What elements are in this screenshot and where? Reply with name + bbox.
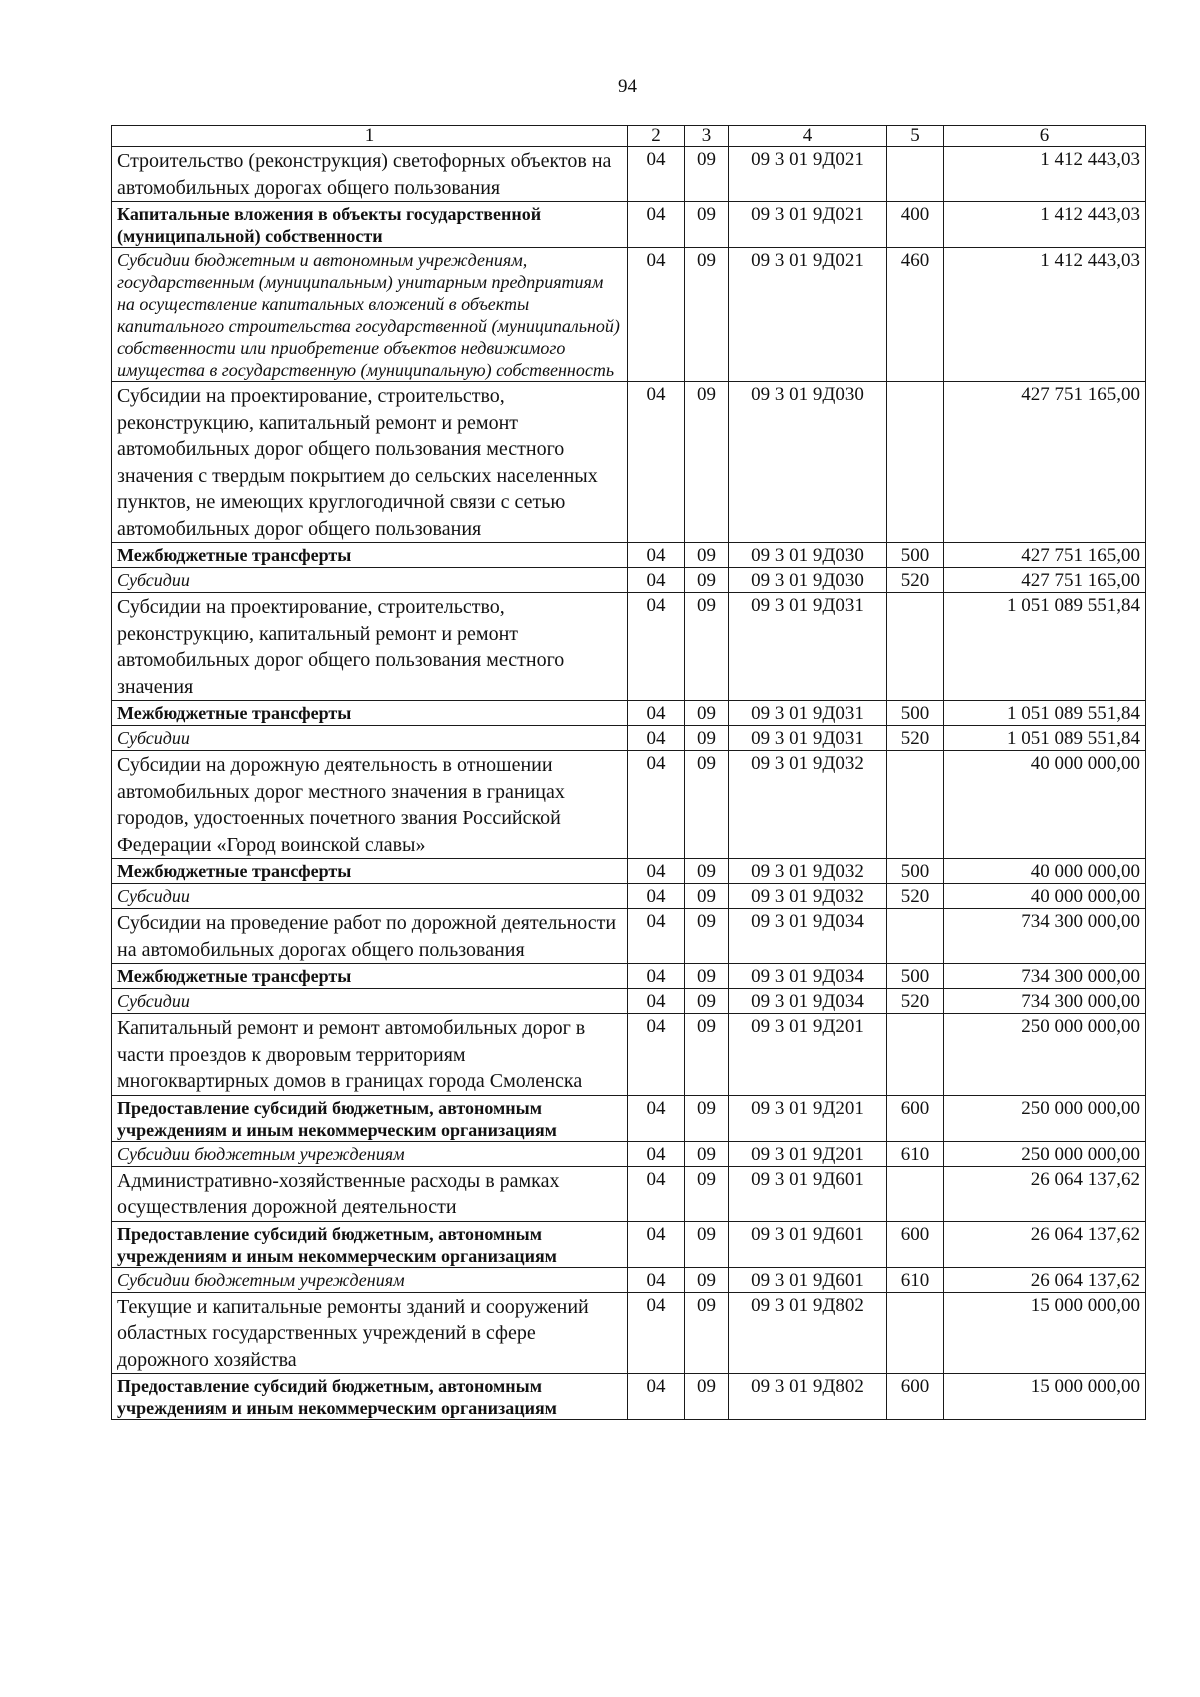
row-target-article-cell: 09 3 01 9Д030 bbox=[729, 382, 887, 543]
table-row bbox=[112, 382, 1146, 543]
row-section-cell: 04 bbox=[628, 964, 685, 989]
row-target-article-cell: 09 3 01 9Д034 bbox=[729, 964, 887, 989]
row-subsection-cell: 09 bbox=[685, 202, 729, 248]
row-name-cell: Субсидии бюджетным учреждениям bbox=[112, 1267, 628, 1292]
row-subsection-cell: 09 bbox=[685, 859, 729, 884]
row-expense-kind-cell: 500 bbox=[887, 964, 944, 989]
row-section-cell: 04 bbox=[628, 1374, 685, 1420]
table-row bbox=[112, 543, 1146, 568]
table-row bbox=[112, 1166, 1146, 1221]
row-section-cell: 04 bbox=[628, 1141, 685, 1166]
row-expense-kind-cell bbox=[887, 909, 944, 964]
column-header: 3 bbox=[685, 126, 729, 147]
row-expense-kind-cell: 500 bbox=[887, 543, 944, 568]
table-row bbox=[112, 1267, 1146, 1292]
row-subsection-cell: 09 bbox=[685, 382, 729, 543]
row-expense-kind-cell: 500 bbox=[887, 859, 944, 884]
table-row bbox=[112, 884, 1146, 909]
row-subsection-cell: 09 bbox=[685, 884, 729, 909]
row-name-cell: Субсидии bbox=[112, 884, 628, 909]
row-section-cell: 04 bbox=[628, 1166, 685, 1221]
row-target-article-cell: 09 3 01 9Д802 bbox=[729, 1292, 887, 1374]
row-name-cell: Субсидии бюджетным и автономным учреждениям, государственным (муниципальным) унитарным предприятиям на осуществление капитальных вложений в объекты капитального строительства государственной (муниципальной) собственности или приобретение объектов недвижимого имущества в государственную (муниципальную) собственность bbox=[112, 248, 628, 382]
column-header: 5 bbox=[887, 126, 944, 147]
row-target-article-cell: 09 3 01 9Д032 bbox=[729, 884, 887, 909]
row-amount-cell: 734 300 000,00 bbox=[944, 989, 1146, 1014]
table-row bbox=[112, 989, 1146, 1014]
row-section-cell: 04 bbox=[628, 1221, 685, 1267]
row-target-article-cell: 09 3 01 9Д601 bbox=[729, 1221, 887, 1267]
row-expense-kind-cell: 500 bbox=[887, 701, 944, 726]
row-target-article-cell: 09 3 01 9Д021 bbox=[729, 248, 887, 382]
table-row bbox=[112, 568, 1146, 593]
row-name-cell: Субсидии на дорожную деятельность в отношении автомобильных дорог местного значения в границах городов, удостоенных почетного звания Российской Федерации «Город воинской славы» bbox=[112, 751, 628, 859]
row-subsection-cell: 09 bbox=[685, 1292, 729, 1374]
table-row bbox=[112, 1292, 1146, 1374]
row-subsection-cell: 09 bbox=[685, 909, 729, 964]
row-amount-cell: 250 000 000,00 bbox=[944, 1014, 1146, 1096]
row-name-cell: Межбюджетные трансферты bbox=[112, 543, 628, 568]
budget-table bbox=[111, 125, 1146, 1420]
row-amount-cell: 40 000 000,00 bbox=[944, 751, 1146, 859]
row-name-cell: Текущие и капитальные ремонты зданий и сооружений областных государственных учреждений в сфере дорожного хозяйства bbox=[112, 1292, 628, 1374]
row-target-article-cell: 09 3 01 9Д021 bbox=[729, 202, 887, 248]
row-subsection-cell: 09 bbox=[685, 701, 729, 726]
row-amount-cell: 1 051 089 551,84 bbox=[944, 593, 1146, 701]
row-amount-cell: 1 051 089 551,84 bbox=[944, 726, 1146, 751]
row-expense-kind-cell: 400 bbox=[887, 202, 944, 248]
row-section-cell: 04 bbox=[628, 726, 685, 751]
row-target-article-cell: 09 3 01 9Д031 bbox=[729, 593, 887, 701]
row-expense-kind-cell: 520 bbox=[887, 726, 944, 751]
row-expense-kind-cell bbox=[887, 1166, 944, 1221]
table-row bbox=[112, 859, 1146, 884]
row-target-article-cell: 09 3 01 9Д802 bbox=[729, 1374, 887, 1420]
row-section-cell: 04 bbox=[628, 701, 685, 726]
table-row bbox=[112, 202, 1146, 248]
row-subsection-cell: 09 bbox=[685, 1374, 729, 1420]
row-subsection-cell: 09 bbox=[685, 1166, 729, 1221]
row-section-cell: 04 bbox=[628, 1014, 685, 1096]
row-expense-kind-cell: 520 bbox=[887, 989, 944, 1014]
row-amount-cell: 1 412 443,03 bbox=[944, 248, 1146, 382]
row-amount-cell: 15 000 000,00 bbox=[944, 1292, 1146, 1374]
table-row bbox=[112, 1374, 1146, 1420]
row-expense-kind-cell: 610 bbox=[887, 1267, 944, 1292]
table-row bbox=[112, 964, 1146, 989]
row-expense-kind-cell: 520 bbox=[887, 568, 944, 593]
row-subsection-cell: 09 bbox=[685, 1221, 729, 1267]
row-expense-kind-cell bbox=[887, 147, 944, 202]
row-section-cell: 04 bbox=[628, 1267, 685, 1292]
table-row bbox=[112, 726, 1146, 751]
column-header: 2 bbox=[628, 126, 685, 147]
row-expense-kind-cell bbox=[887, 751, 944, 859]
row-expense-kind-cell: 460 bbox=[887, 248, 944, 382]
row-target-article-cell: 09 3 01 9Д030 bbox=[729, 568, 887, 593]
row-target-article-cell: 09 3 01 9Д034 bbox=[729, 909, 887, 964]
row-section-cell: 04 bbox=[628, 1095, 685, 1141]
row-amount-cell: 734 300 000,00 bbox=[944, 909, 1146, 964]
row-target-article-cell: 09 3 01 9Д034 bbox=[729, 989, 887, 1014]
table-row bbox=[112, 1141, 1146, 1166]
row-expense-kind-cell: 520 bbox=[887, 884, 944, 909]
row-target-article-cell: 09 3 01 9Д201 bbox=[729, 1095, 887, 1141]
row-subsection-cell: 09 bbox=[685, 593, 729, 701]
row-subsection-cell: 09 bbox=[685, 989, 729, 1014]
row-subsection-cell: 09 bbox=[685, 751, 729, 859]
table-row bbox=[112, 248, 1146, 382]
table-row bbox=[112, 593, 1146, 701]
row-name-cell: Капитальные вложения в объекты государственной (муниципальной) собственности bbox=[112, 202, 628, 248]
row-name-cell: Капитальный ремонт и ремонт автомобильных дорог в части проездов к дворовым территориям многоквартирных домов в границах города Смоленска bbox=[112, 1014, 628, 1096]
row-subsection-cell: 09 bbox=[685, 248, 729, 382]
column-header: 4 bbox=[729, 126, 887, 147]
row-target-article-cell: 09 3 01 9Д032 bbox=[729, 751, 887, 859]
row-subsection-cell: 09 bbox=[685, 726, 729, 751]
row-section-cell: 04 bbox=[628, 859, 685, 884]
row-amount-cell: 1 412 443,03 bbox=[944, 147, 1146, 202]
row-subsection-cell: 09 bbox=[685, 1267, 729, 1292]
row-section-cell: 04 bbox=[628, 909, 685, 964]
row-amount-cell: 40 000 000,00 bbox=[944, 884, 1146, 909]
row-section-cell: 04 bbox=[628, 593, 685, 701]
row-expense-kind-cell bbox=[887, 382, 944, 543]
row-amount-cell: 26 064 137,62 bbox=[944, 1166, 1146, 1221]
row-target-article-cell: 09 3 01 9Д601 bbox=[729, 1267, 887, 1292]
row-name-cell: Межбюджетные трансферты bbox=[112, 701, 628, 726]
row-target-article-cell: 09 3 01 9Д601 bbox=[729, 1166, 887, 1221]
row-subsection-cell: 09 bbox=[685, 964, 729, 989]
row-subsection-cell: 09 bbox=[685, 147, 729, 202]
row-name-cell: Межбюджетные трансферты bbox=[112, 964, 628, 989]
column-header: 6 bbox=[944, 126, 1146, 147]
table-row bbox=[112, 1095, 1146, 1141]
row-amount-cell: 734 300 000,00 bbox=[944, 964, 1146, 989]
table-row bbox=[112, 1014, 1146, 1096]
row-target-article-cell: 09 3 01 9Д030 bbox=[729, 543, 887, 568]
row-amount-cell: 1 051 089 551,84 bbox=[944, 701, 1146, 726]
row-name-cell: Предоставление субсидий бюджетным, автономным учреждениям и иным некоммерческим организациям bbox=[112, 1374, 628, 1420]
row-amount-cell: 26 064 137,62 bbox=[944, 1267, 1146, 1292]
row-name-cell: Субсидии на проектирование, строительство, реконструкцию, капитальный ремонт и ремонт автомобильных дорог общего пользования местного значения с твердым покрытием до сельских населенных пунктов, не имеющих круглогодичной связи с сетью автомобильных дорог общего пользования bbox=[112, 382, 628, 543]
row-target-article-cell: 09 3 01 9Д021 bbox=[729, 147, 887, 202]
row-subsection-cell: 09 bbox=[685, 1014, 729, 1096]
row-expense-kind-cell bbox=[887, 1014, 944, 1096]
row-subsection-cell: 09 bbox=[685, 1141, 729, 1166]
row-section-cell: 04 bbox=[628, 382, 685, 543]
row-section-cell: 04 bbox=[628, 147, 685, 202]
page-number: 94 bbox=[618, 76, 637, 97]
row-subsection-cell: 09 bbox=[685, 1095, 729, 1141]
row-expense-kind-cell bbox=[887, 593, 944, 701]
table-row bbox=[112, 147, 1146, 202]
row-target-article-cell: 09 3 01 9Д201 bbox=[729, 1014, 887, 1096]
row-target-article-cell: 09 3 01 9Д201 bbox=[729, 1141, 887, 1166]
row-target-article-cell: 09 3 01 9Д032 bbox=[729, 859, 887, 884]
row-section-cell: 04 bbox=[628, 1292, 685, 1374]
table-row bbox=[112, 1221, 1146, 1267]
row-name-cell: Субсидии bbox=[112, 568, 628, 593]
row-section-cell: 04 bbox=[628, 568, 685, 593]
row-name-cell: Субсидии bbox=[112, 989, 628, 1014]
row-amount-cell: 250 000 000,00 bbox=[944, 1141, 1146, 1166]
row-target-article-cell: 09 3 01 9Д031 bbox=[729, 726, 887, 751]
row-name-cell: Субсидии бюджетным учреждениям bbox=[112, 1141, 628, 1166]
row-section-cell: 04 bbox=[628, 202, 685, 248]
row-subsection-cell: 09 bbox=[685, 543, 729, 568]
row-target-article-cell: 09 3 01 9Д031 bbox=[729, 701, 887, 726]
row-section-cell: 04 bbox=[628, 751, 685, 859]
row-name-cell: Субсидии на проектирование, строительство, реконструкцию, капитальный ремонт и ремонт автомобильных дорог общего пользования местного значения bbox=[112, 593, 628, 701]
table-row bbox=[112, 751, 1146, 859]
table-row bbox=[112, 909, 1146, 964]
table-header-row bbox=[112, 126, 1146, 147]
row-name-cell: Межбюджетные трансферты bbox=[112, 859, 628, 884]
row-amount-cell: 1 412 443,03 bbox=[944, 202, 1146, 248]
row-amount-cell: 427 751 165,00 bbox=[944, 568, 1146, 593]
row-amount-cell: 427 751 165,00 bbox=[944, 543, 1146, 568]
row-name-cell: Строительство (реконструкция) светофорных объектов на автомобильных дорогах общего пользования bbox=[112, 147, 628, 202]
row-subsection-cell: 09 bbox=[685, 568, 729, 593]
row-name-cell: Административно-хозяйственные расходы в рамках осуществления дорожной деятельности bbox=[112, 1166, 628, 1221]
row-amount-cell: 427 751 165,00 bbox=[944, 382, 1146, 543]
row-name-cell: Субсидии bbox=[112, 726, 628, 751]
row-name-cell: Предоставление субсидий бюджетным, автономным учреждениям и иным некоммерческим организациям bbox=[112, 1095, 628, 1141]
row-expense-kind-cell: 600 bbox=[887, 1221, 944, 1267]
row-section-cell: 04 bbox=[628, 248, 685, 382]
row-expense-kind-cell bbox=[887, 1292, 944, 1374]
column-header: 1 bbox=[112, 126, 628, 147]
row-section-cell: 04 bbox=[628, 884, 685, 909]
row-expense-kind-cell: 600 bbox=[887, 1095, 944, 1141]
row-name-cell: Предоставление субсидий бюджетным, автономным учреждениям и иным некоммерческим организациям bbox=[112, 1221, 628, 1267]
row-amount-cell: 26 064 137,62 bbox=[944, 1221, 1146, 1267]
row-amount-cell: 250 000 000,00 bbox=[944, 1095, 1146, 1141]
row-amount-cell: 40 000 000,00 bbox=[944, 859, 1146, 884]
row-expense-kind-cell: 610 bbox=[887, 1141, 944, 1166]
row-name-cell: Субсидии на проведение работ по дорожной деятельности на автомобильных дорогах общего пользования bbox=[112, 909, 628, 964]
row-section-cell: 04 bbox=[628, 543, 685, 568]
row-section-cell: 04 bbox=[628, 989, 685, 1014]
row-expense-kind-cell: 600 bbox=[887, 1374, 944, 1420]
table-row bbox=[112, 701, 1146, 726]
row-amount-cell: 15 000 000,00 bbox=[944, 1374, 1146, 1420]
